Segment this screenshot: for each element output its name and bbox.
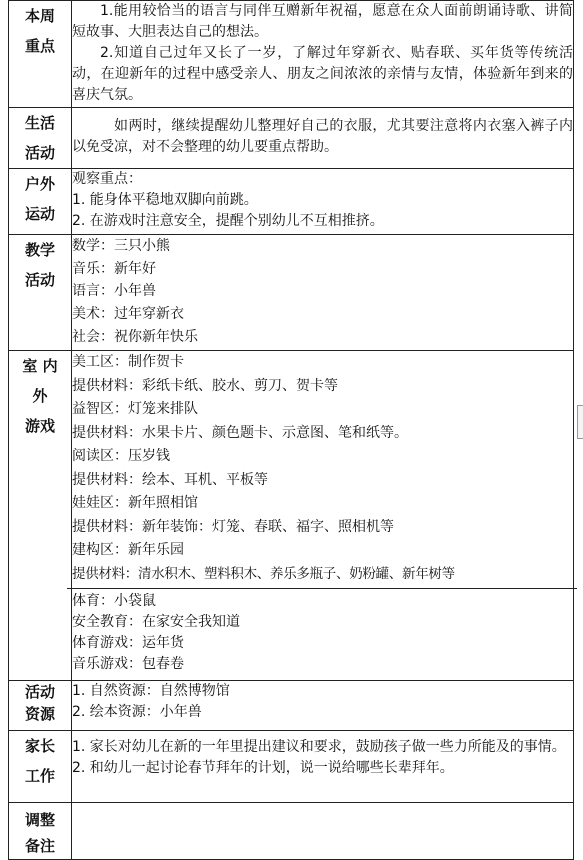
row-content	[72, 351, 574, 681]
row-notes	[9, 803, 574, 860]
row-resources	[9, 681, 574, 731]
row-content	[72, 235, 574, 351]
text-line: 提供材料：绘本、耳机、平板等	[72, 471, 268, 488]
text-line: 提供材料：水果卡片、颜色题卡、示意图、笔和纸等。	[72, 424, 408, 441]
text-line: 2. 绘本资源：小年兽	[72, 704, 202, 720]
row-content	[72, 169, 574, 235]
paragraph: 1. 家长对幼儿在新的一年里提出建议和要求，鼓励孩子做一些力所能及的事情。	[72, 739, 566, 755]
text-line: 2. 在游戏时注意安全，提醒个别幼儿不互相推挤。	[72, 213, 384, 229]
text-line: 观察重点：	[72, 171, 142, 187]
row-header: 家长 工作	[9, 731, 72, 803]
row-content	[72, 803, 574, 860]
text-line: 1. 自然资源：自然博物馆	[72, 683, 230, 699]
paragraph: 2. 和幼儿一起讨论春节拜年的计划，说一说给哪些长辈拜年。	[72, 760, 454, 776]
row-header: 户外 运动	[9, 169, 72, 235]
text-line: 音乐游戏：包春卷	[72, 656, 184, 672]
paragraph: 1.能用较恰当的语言与同伴互赠新年祝福，愿意在众人面前朗诵诗歌、讲简短故事、大胆表达自己的想法。	[72, 3, 573, 40]
text-line: 美工区：制作贺卡	[72, 354, 184, 370]
text-line: 娃娃区：新年照相馆	[72, 495, 198, 511]
row-content	[72, 1, 574, 108]
scroll-handle[interactable]	[577, 405, 583, 439]
text-line: 益智区：灯笼来排队	[72, 401, 198, 417]
text-line: 音乐：新年好	[72, 260, 156, 277]
text-line: 提供材料：彩纸卡纸、胶水、剪刀、贺卡等	[72, 377, 338, 394]
row-header: 教学 活动	[9, 235, 72, 351]
text-line: 阅读区：压岁钱	[72, 448, 170, 464]
paragraph: 2.知道自己过年又长了一岁，了解过年穿新衣、贴春联、买年货等传统活动，在迎新年的过程中感受亲人、朋友之间浓浓的亲情与友情，体验新年到来的喜庆气氛。	[72, 45, 573, 103]
row-parents	[9, 731, 574, 803]
text-line: 1. 能身体平稳地双脚向前跳。	[72, 192, 258, 208]
row-outdoor-sports	[9, 169, 574, 235]
row-games	[9, 351, 574, 681]
sub-section	[67, 588, 577, 675]
row-header: 本周 重点	[9, 1, 72, 108]
row-content	[72, 108, 574, 169]
paragraph: 如两时，继续提醒幼儿整理好自己的衣服，尤其要注意将内衣塞入裤子内以免受凉，对不会整理的幼儿要重点帮助。	[72, 118, 573, 155]
text-line: 安全教育：在家安全我知道	[72, 614, 240, 630]
text-line: 体育：小袋鼠	[72, 593, 156, 609]
text-line: 提供材料：清水积木、塑料积木、养乐多瓶子、奶粉罐、新年树等	[72, 565, 455, 582]
row-header: 室 内 外 游戏	[9, 351, 72, 681]
row-content	[72, 681, 574, 731]
text-line: 美术：过年穿新衣	[72, 306, 184, 323]
row-header: 生活 活动	[9, 108, 72, 169]
row-daily-life	[9, 108, 574, 169]
row-header: 调整 备注	[9, 803, 72, 860]
text-line: 语言：小年兽	[72, 283, 156, 300]
weekly-plan-table	[8, 0, 574, 860]
text-line: 社会：祝你新年快乐	[72, 328, 198, 345]
row-weekly-focus	[9, 1, 574, 108]
text-line: 数学：三只小熊	[72, 238, 170, 254]
row-content	[72, 731, 574, 803]
text-line: 提供材料：新年装饰：灯笼、春联、福字、照相机等	[72, 518, 394, 535]
text-line: 建构区：新年乐园	[72, 542, 184, 558]
row-header: 活动 资源	[9, 681, 72, 731]
text-line: 体育游戏：运年货	[72, 635, 184, 651]
row-teaching	[9, 235, 574, 351]
